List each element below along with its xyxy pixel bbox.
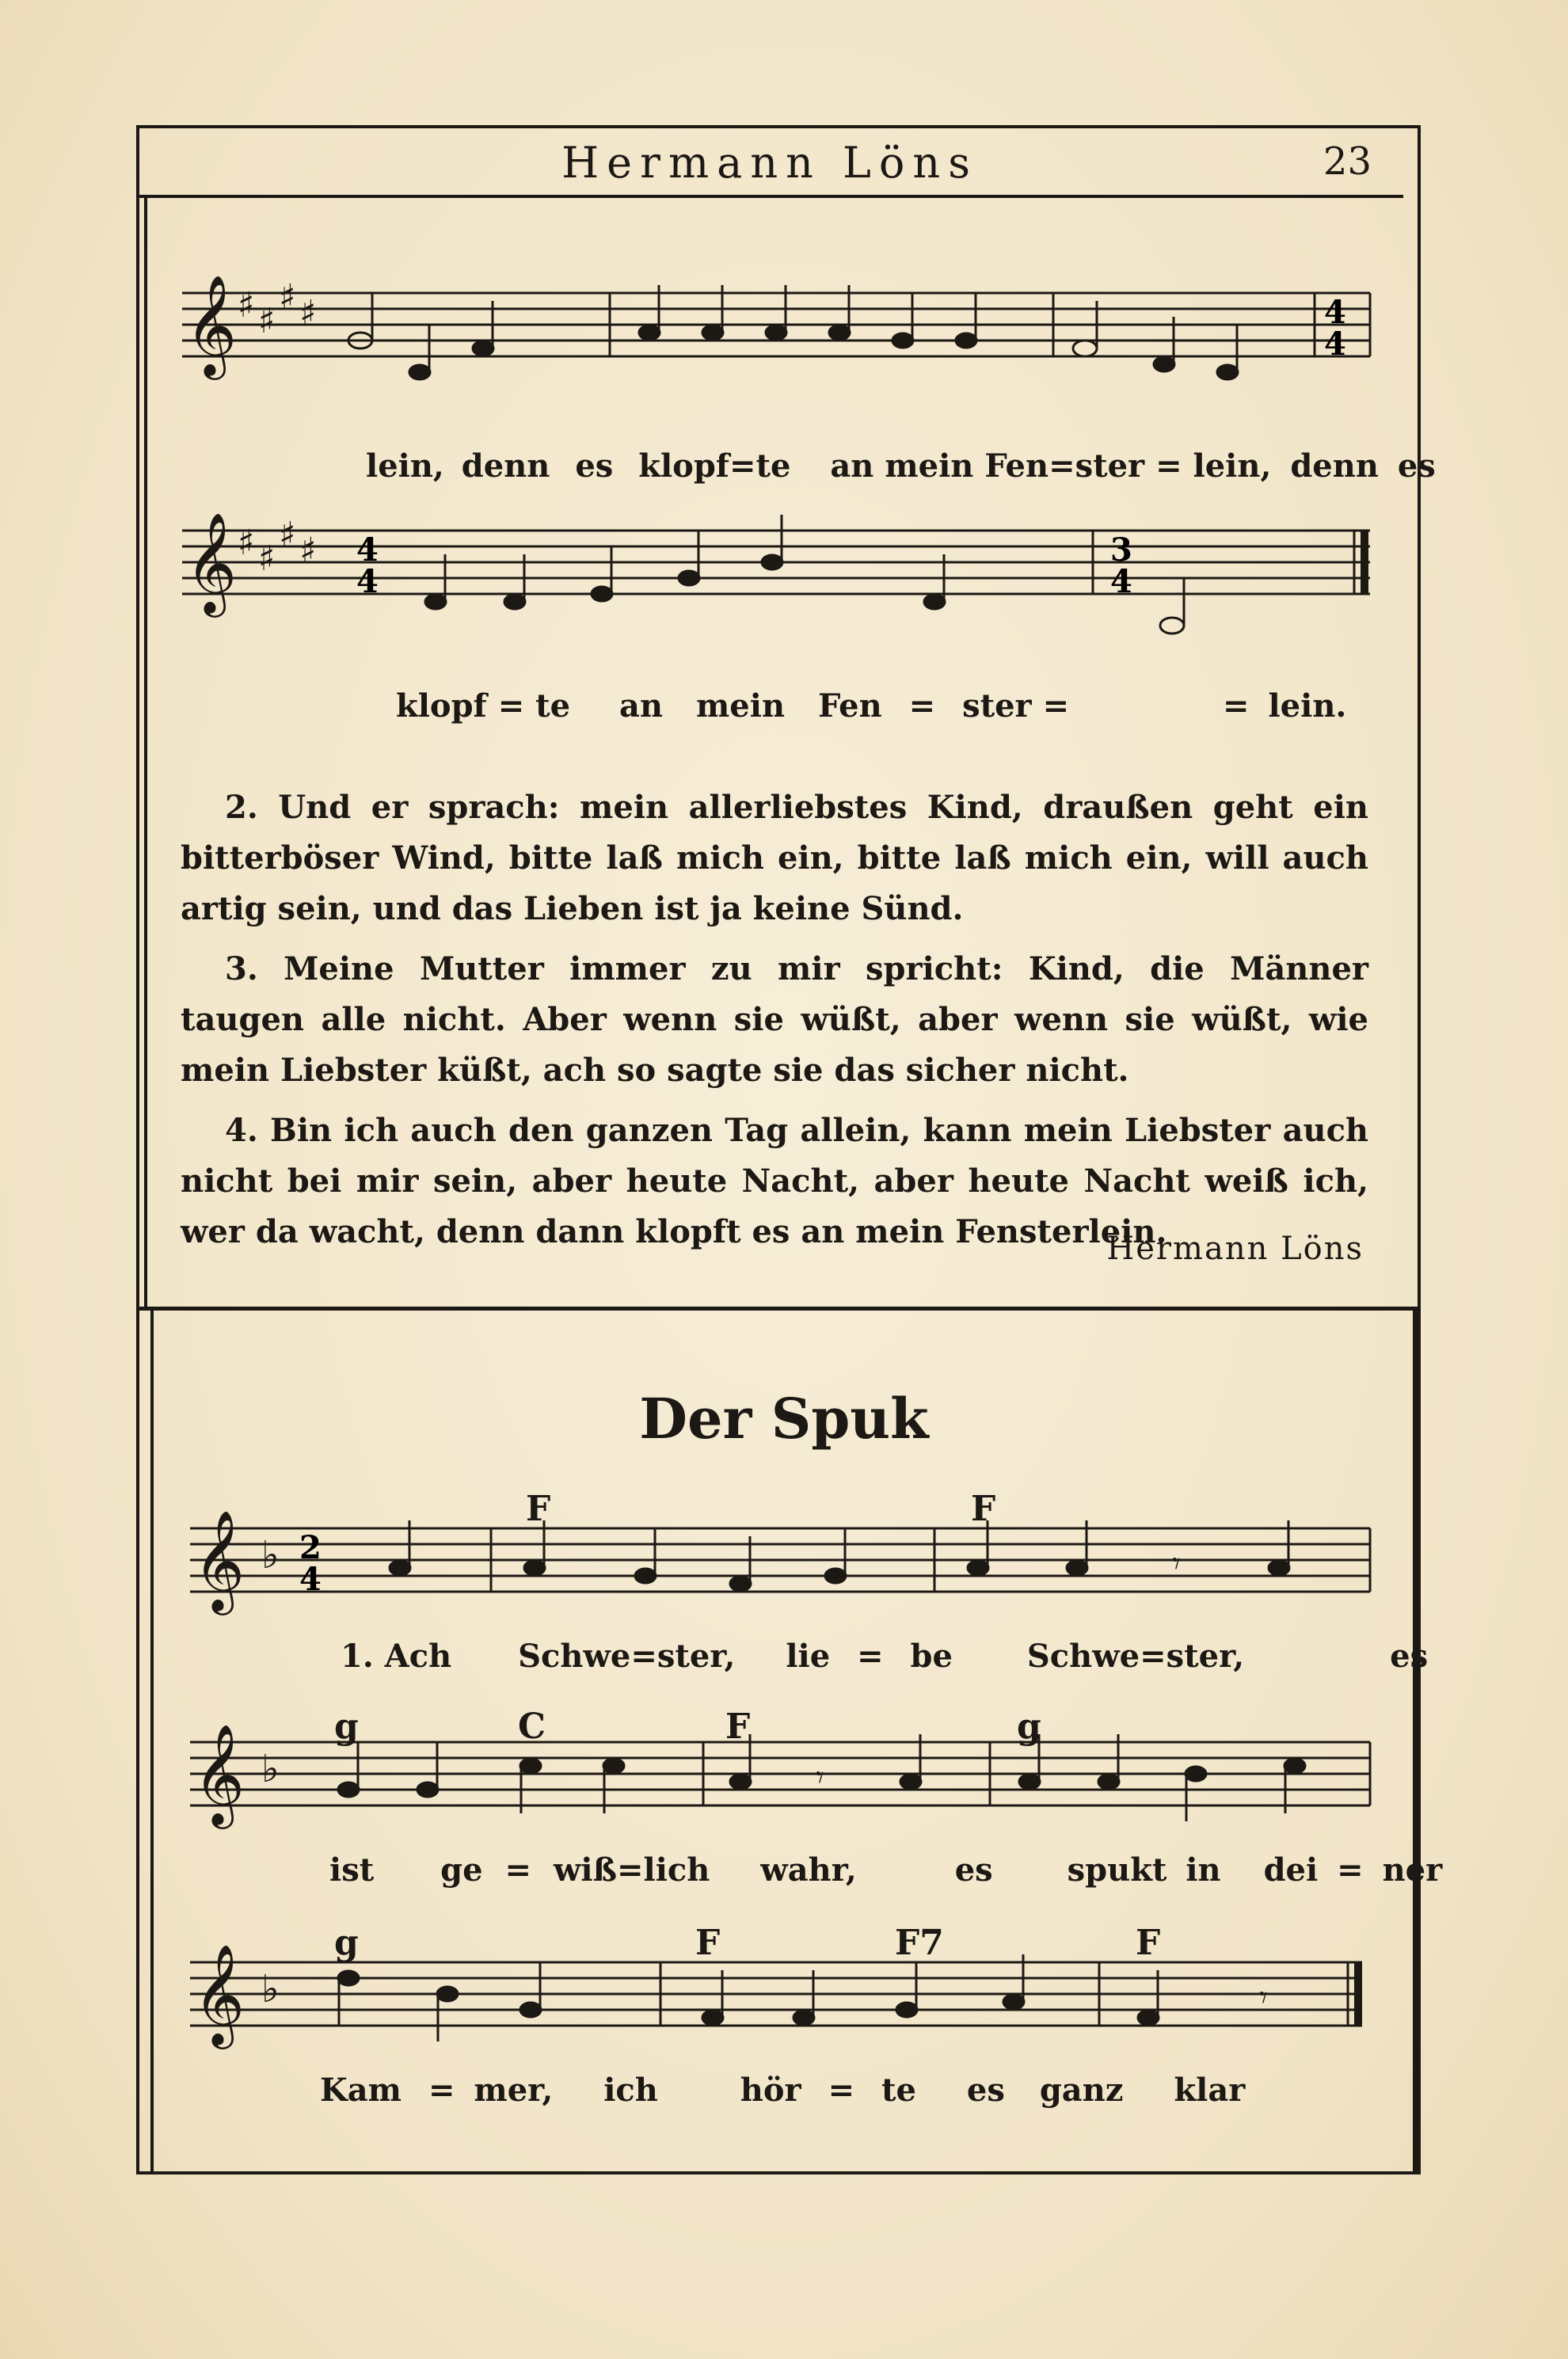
svg-text:♭: ♭	[261, 1533, 280, 1577]
svg-text:♯: ♯	[238, 285, 255, 325]
svg-text:♯: ♯	[299, 531, 317, 571]
svg-text:♯: ♯	[279, 515, 296, 555]
author-credit: Hermann Löns	[1106, 1231, 1364, 1267]
chord: F	[971, 1489, 996, 1529]
staff-song1-system2	[182, 512, 1386, 657]
svg-text:3: 3	[1110, 531, 1132, 569]
lyrics-song2-system3: Kam = mer, ich hör = te es ganz klar	[320, 2072, 1246, 2109]
chord: F7	[895, 1923, 944, 1963]
svg-text:♯: ♯	[279, 277, 296, 318]
lyrics-song1-system1: lein, denn es klopf=te an mein Fen=ster = lein, denn es	[366, 447, 1436, 485]
svg-text:♯: ♯	[238, 523, 255, 563]
staff-song2-system1	[190, 1509, 1394, 1639]
song-title: Der Spuk	[639, 1386, 929, 1452]
chord: g	[334, 1923, 359, 1963]
svg-text:♯: ♯	[258, 538, 276, 579]
eighth-rest-icon: 𝄾	[1172, 1546, 1181, 1582]
chord: F	[695, 1923, 721, 1963]
svg-text:♭: ♭	[261, 1967, 280, 2011]
svg-text:4: 4	[356, 563, 379, 600]
page-header	[136, 125, 1403, 198]
chord: F	[725, 1706, 751, 1747]
frame-inner-line	[144, 198, 147, 1307]
chord: C	[518, 1706, 546, 1747]
svg-text:4: 4	[1110, 563, 1132, 600]
chord: g	[334, 1706, 359, 1747]
staff-song2-system2	[190, 1723, 1394, 1853]
chord: F	[1136, 1923, 1161, 1963]
eighth-rest-icon: 𝄾	[816, 1760, 824, 1796]
treble-clef-icon: 𝄞	[193, 1943, 245, 2045]
page-number: 23	[1323, 139, 1372, 184]
lyrics-song2-system2: ist ge = wiß=lich wahr, es spukt in dei = ner	[329, 1851, 1443, 1889]
header-title: Hermann Löns	[561, 138, 978, 188]
lyrics-song2-system1: 1. Ach Schwe=ster, lie = be Schwe=ster, es	[341, 1638, 1429, 1675]
treble-clef-icon: 𝄞	[193, 1723, 245, 1824]
section-divider	[139, 1307, 1419, 1311]
svg-text:2: 2	[299, 1529, 322, 1566]
treble-clef-icon: 𝄞	[185, 512, 238, 613]
svg-text:♭: ♭	[261, 1747, 280, 1791]
chord: F	[526, 1489, 551, 1529]
lyrics-song1-system2: klopf = te an mein Fen = ster = = lein.	[396, 687, 1347, 725]
svg-text:4: 4	[1324, 325, 1346, 363]
svg-text:4: 4	[299, 1561, 322, 1598]
svg-text:4: 4	[1324, 294, 1346, 331]
svg-text:♯: ♯	[299, 293, 317, 333]
verse-2: 2. Und er sprach: mein allerliebstes Kind, draußen geht ein bitterböser Wind, bitte laß mich ein, bitte laß mich ein, will auch artig sein, und das Lieben ist ja keine Sünd.	[181, 789, 1368, 927]
verse-3: 3. Meine Mutter immer zu mir spricht: Kind, die Männer taugen alle nicht. Aber wenn sie wüßt, aber wenn sie wüßt, wie mein Liebster küßt, ach so sagte sie das sicher nicht.	[181, 950, 1368, 1089]
verse-4: 4. Bin ich auch den ganzen Tag allein, kann mein Liebster auch nicht bei mir sein, aber heute Nacht, aber heute Nacht weiß ich, wer da wacht, denn dann klopft es an mein Fensterlein.	[181, 1112, 1368, 1250]
treble-clef-icon: 𝄞	[193, 1509, 245, 1611]
chord: g	[1017, 1706, 1041, 1747]
treble-clef-icon: 𝄞	[185, 274, 238, 375]
svg-text:♯: ♯	[258, 301, 276, 341]
staff-song1-system1	[182, 274, 1386, 420]
svg-text:4: 4	[356, 531, 379, 569]
eighth-rest-icon: 𝄾	[1259, 1980, 1268, 2016]
